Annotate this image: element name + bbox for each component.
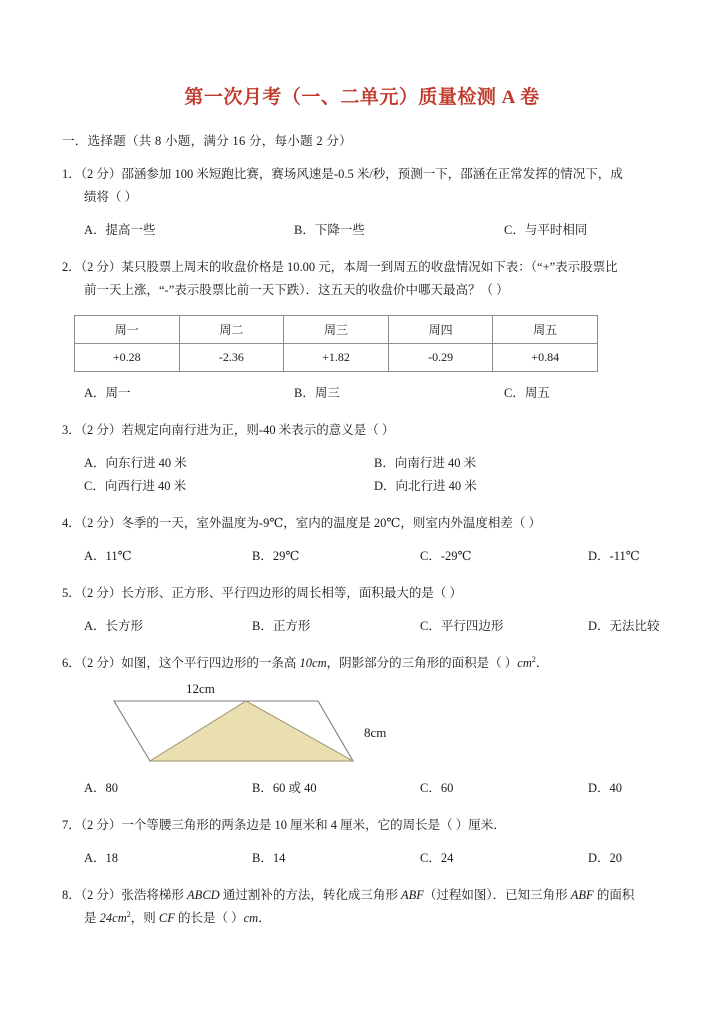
question-5-number: 5．: [62, 585, 81, 600]
question-8-l2-p3: 的长是（ ）: [174, 911, 244, 926]
option-3-a[interactable]: A．向东行进 40 米: [84, 455, 187, 470]
question-8-math-cm: cm: [243, 911, 259, 926]
question-4-number: 4．: [62, 515, 81, 530]
question-6-unit-exponent: 2: [531, 654, 536, 664]
section-header: 一．选择题（共 8 小题，满分 16 分，每小题 2 分）: [62, 134, 352, 148]
figure-label-top: 12cm: [186, 681, 215, 696]
option-2-b[interactable]: B．周三: [294, 385, 340, 400]
parallelogram-figure: [78, 679, 408, 767]
table-header-cell: 周一: [75, 315, 180, 343]
question-7-number: 7．: [62, 818, 81, 832]
option-row: [84, 382, 674, 405]
question-8-l2-p1: 是: [84, 911, 100, 926]
question-8-text-p1: 张浩将梯形: [121, 888, 188, 903]
question-8-score: （2 分）: [80, 888, 122, 903]
question-8-stem-line2: [84, 907, 672, 930]
question-8-stem: [62, 884, 672, 907]
option-5-c[interactable]: C．平行四边形: [420, 618, 504, 633]
question-1-score: （2 分）: [80, 167, 122, 181]
question-4: [62, 512, 672, 535]
table-header-cell: 周五: [493, 315, 598, 343]
question-8-number: 8．: [62, 888, 81, 903]
option-2-c[interactable]: C．周五: [504, 385, 550, 400]
table-row-headers: [75, 315, 598, 343]
question-7-score: （2 分）: [80, 818, 122, 832]
question-6: [62, 652, 672, 675]
question-2-score: （2 分）: [80, 260, 122, 275]
question-2-text: 某只股票上周末的收盘价格是 10.00 元，本周一到周五的收盘情况如下表：（“+”表示股票比: [121, 260, 618, 275]
question-2-options: [84, 382, 674, 405]
option-3-d[interactable]: D．向北行进 40 米: [374, 478, 477, 493]
option-4-a[interactable]: A．11℃: [84, 548, 132, 563]
question-3: [62, 419, 672, 442]
question-5: [62, 582, 672, 605]
option-3-b[interactable]: B．向南行进 40 米: [374, 455, 477, 470]
question-2-stem: [62, 256, 672, 279]
question-8: [62, 884, 672, 930]
option-7-c[interactable]: C．24: [420, 851, 454, 866]
question-4-text: 冬季的一天，室外温度为‑9℃，室内的温度是 20℃，则室内外温度相差（ ）: [121, 515, 542, 530]
table-value-cell: +0.28: [75, 343, 180, 371]
option-row: [84, 475, 674, 498]
table-header-cell: 周三: [284, 315, 389, 343]
question-7-options: [84, 847, 674, 870]
question-6-text-mid: ，阴影部分的三角形的面积是（ ）: [326, 655, 518, 670]
question-7-text: 一个等腰三角形的两条边是 10 厘米和 4 厘米，它的周长是（ ）厘米．: [121, 818, 506, 832]
option-6-c[interactable]: C．60: [420, 781, 454, 795]
question-8-math-abf-1: ABF: [400, 888, 424, 903]
option-row: [84, 545, 674, 568]
question-6-number: 6．: [62, 655, 81, 670]
question-4-stem: [62, 512, 672, 535]
option-2-a[interactable]: A．周一: [84, 385, 131, 400]
question-8-l2-p4: ．: [258, 911, 271, 926]
question-3-text: 若规定向南行进为正，则‑40 米表示的意义是（ ）: [121, 422, 395, 437]
question-1-number: 1．: [62, 167, 81, 181]
option-row: [84, 452, 674, 475]
question-2: [62, 256, 672, 302]
table-header-cell: 周四: [388, 315, 493, 343]
question-6-stem: [62, 652, 672, 675]
table-value-cell: +0.84: [493, 343, 598, 371]
question-5-options: [84, 615, 674, 638]
option-1-b[interactable]: B．下降一些: [294, 223, 365, 238]
question-1-stem-line2: 绩将（ ）: [84, 190, 138, 205]
question-6-text-suffix: ．: [535, 655, 549, 670]
question-8-text-p4: 的面积: [593, 888, 635, 903]
table-value-cell: ‑2.36: [179, 343, 284, 371]
question-3-score: （2 分）: [80, 422, 122, 437]
question-1: [62, 163, 672, 209]
question-8-math-abcd: ABCD: [187, 888, 220, 903]
question-5-stem: [62, 582, 672, 605]
question-3-options: [84, 452, 674, 498]
figure-label-side: 8cm: [364, 725, 387, 740]
question-8-text-p3: （过程如图）．已知三角形: [423, 888, 571, 903]
table-value-cell: ‑0.29: [388, 343, 493, 371]
question-3-stem: [62, 419, 672, 442]
option-3-c[interactable]: C．向西行进 40 米: [84, 478, 187, 493]
question-6-score: （2 分）: [80, 655, 122, 670]
table-header-cell: 周二: [179, 315, 284, 343]
question-8-text-p2: 通过割补的方法，转化成三角形: [219, 888, 401, 903]
option-5-b[interactable]: B．正方形: [252, 618, 311, 633]
option-row: [84, 615, 674, 638]
option-7-b[interactable]: B．14: [252, 851, 286, 866]
stock-table: [74, 315, 598, 372]
option-4-c[interactable]: C．‑29℃: [420, 548, 472, 563]
question-6-math-unit: cm: [517, 655, 532, 670]
question-1-stem: [62, 163, 672, 186]
question-8-area-exponent: 2: [126, 910, 131, 920]
question-8-math-abf-2: ABF: [570, 888, 594, 903]
option-6-a[interactable]: A．80: [84, 781, 119, 795]
question-2-number: 2．: [62, 260, 81, 275]
question-6-options: [84, 777, 674, 800]
option-6-b[interactable]: B．60 或 40: [252, 781, 317, 795]
option-row: [84, 219, 674, 242]
question-8-l2-p2: ，则: [130, 911, 159, 926]
option-7-d[interactable]: D．20: [588, 851, 623, 866]
option-row: [84, 777, 674, 800]
option-5-a[interactable]: A．长方形: [84, 618, 144, 633]
question-5-text: 长方形、正方形、平行四边形的周长相等，面积最大的是（ ）: [121, 585, 463, 600]
question-6-text-prefix: 如图，这个平行四边形的一条高: [121, 655, 300, 670]
option-5-d[interactable]: D．无法比较: [588, 618, 660, 633]
option-1-c[interactable]: C．与平时相同: [504, 223, 588, 238]
question-2-stem-line2: 前一天上涨，“‑”表示股票比前一天下跌）．这五天的收盘价中哪天最高？（ ）: [84, 283, 509, 298]
option-6-d[interactable]: D．40: [588, 781, 623, 795]
option-4-d[interactable]: D．‑11℃: [588, 548, 640, 563]
question-3-number: 3．: [62, 422, 81, 437]
question-4-score: （2 分）: [80, 515, 122, 530]
question-4-options: [84, 545, 674, 568]
parallelogram-svg: [78, 679, 408, 767]
option-1-a[interactable]: A．提高一些: [84, 223, 156, 238]
question-7: [62, 814, 672, 837]
option-4-b[interactable]: B．29℃: [252, 548, 300, 563]
option-row: [84, 847, 674, 870]
question-7-stem: [62, 814, 672, 837]
question-6-math-height: 10cm: [299, 655, 327, 670]
question-8-math-cf: CF: [158, 911, 175, 926]
question-1-text: 邵涵参加 100 米短跑比赛，赛场风速是‑0.5 米/秒，预测一下，邵涵在正常发挥的情况下，成: [121, 167, 623, 181]
question-1-options: [84, 219, 674, 242]
question-8-math-area: 24cm: [99, 911, 127, 926]
table-value-cell: +1.82: [284, 343, 389, 371]
question-5-score: （2 分）: [80, 585, 122, 600]
page-title: 第一次月考（一、二单元）质量检测 A 卷: [184, 87, 540, 108]
table-row-values: [75, 343, 598, 371]
option-7-a[interactable]: A．18: [84, 851, 119, 866]
